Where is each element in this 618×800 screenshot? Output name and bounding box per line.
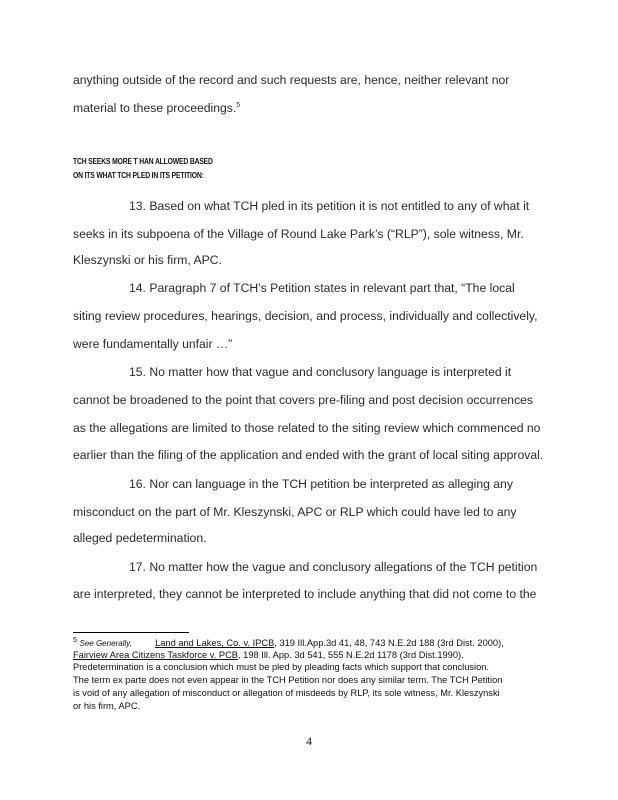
footnote-number: 5 bbox=[73, 637, 77, 644]
paragraph-15-line-2: cannot be broadened to the point that covers pre-filing and post decision occurrences bbox=[73, 393, 534, 407]
paragraph-15-line-1: 15. No matter how that vague and conclusory language is interpreted it bbox=[129, 365, 512, 379]
footnote-line-3: Predetermination is a conclusion which must be pled by pleading facts which support that conclusion. bbox=[73, 662, 490, 672]
paragraph-13-line-2: seeks in its subpoena of the Village of Round Lake Park’s (“RLP”), sole witness, Mr. bbox=[73, 227, 524, 241]
paragraph-13-line-1: 13. Based on what TCH pled in its petition it is not entitled to any of what it bbox=[129, 199, 530, 213]
footnote-case-1: Land and Lakes, Co. v. IPCB bbox=[155, 638, 275, 649]
paragraph-16-line-2: misconduct on the part of Mr. Kleszynski, APC or RLP which could have led to any bbox=[73, 505, 517, 519]
footnote-line-2 bbox=[73, 650, 464, 660]
footnote-case-2: Fairview Area Citizens Taskforce v. PCB bbox=[73, 650, 238, 660]
paragraph-15-line-3: as the allegations are limited to those related to the siting review which commenced no bbox=[73, 421, 541, 435]
paragraph-13-line-3: Kleszynski or his firm, APC. bbox=[73, 253, 222, 267]
footnote-case-2-citation: , 198 Ill. App. 3d 541, 555 N.E.2d 1178 (3rd Dist.1990). bbox=[238, 650, 464, 660]
footnote-line-1 bbox=[73, 637, 504, 648]
paragraph-17-line-1: 17. No matter how the vague and conclusory allegations of the TCH petition bbox=[129, 560, 538, 574]
paragraph-14-line-3: were fundamentally unfair …” bbox=[73, 337, 233, 351]
intro-line-2-text: material to these proceedings. bbox=[73, 101, 237, 115]
paragraph-17-line-2: are interpreted, they cannot be interpreted to include anything that did not come to the bbox=[73, 587, 537, 601]
footnote-line-5: is void of any allegation of misconduct or allegation of misdeeds by RLP, its sole witness, Mr. Kleszynski bbox=[73, 688, 500, 698]
section-heading-line-1: TCH SEEKS MORE T HAN ALLOWED BASED bbox=[73, 157, 213, 166]
section-heading-line-2: ON ITS WHAT TCH PLED IN ITS PETITION: bbox=[73, 171, 204, 180]
footnote-separator bbox=[73, 632, 189, 633]
intro-line-1: anything outside of the record and such requests are, hence, neither relevant nor bbox=[73, 73, 510, 87]
page-number: 4 bbox=[306, 734, 312, 748]
paragraph-14-line-2: siting review procedures, hearings, decision, and process, individually and collectively, bbox=[73, 309, 538, 323]
intro-line-2 bbox=[73, 101, 240, 115]
paragraph-15-line-4: earlier than the filing of the application and ended with the grant of local siting approval. bbox=[73, 448, 544, 462]
footnote-line-4: The term ex parte does not even appear in the TCH Petition nor does any similar term. The TCH Petition bbox=[73, 675, 503, 685]
footnote-line-6: or his firm, APC. bbox=[73, 701, 141, 711]
paragraph-16-line-3: alleged pedetermination. bbox=[73, 531, 207, 545]
footnote-see-generally: See Generally, bbox=[79, 639, 132, 649]
footnote-reference: 5 bbox=[236, 101, 241, 109]
paragraph-16-line-1: 16. Nor can language in the TCH petition be interpreted as alleging any bbox=[129, 477, 513, 491]
footnote-case-1-citation: , 319 Ill.App.3d 41, 48, 743 N.E.2d 188 (3rd Dist. 2000), bbox=[274, 638, 504, 649]
paragraph-14-line-1: 14. Paragraph 7 of TCH’s Petition states in relevant part that, “The local bbox=[129, 281, 515, 295]
